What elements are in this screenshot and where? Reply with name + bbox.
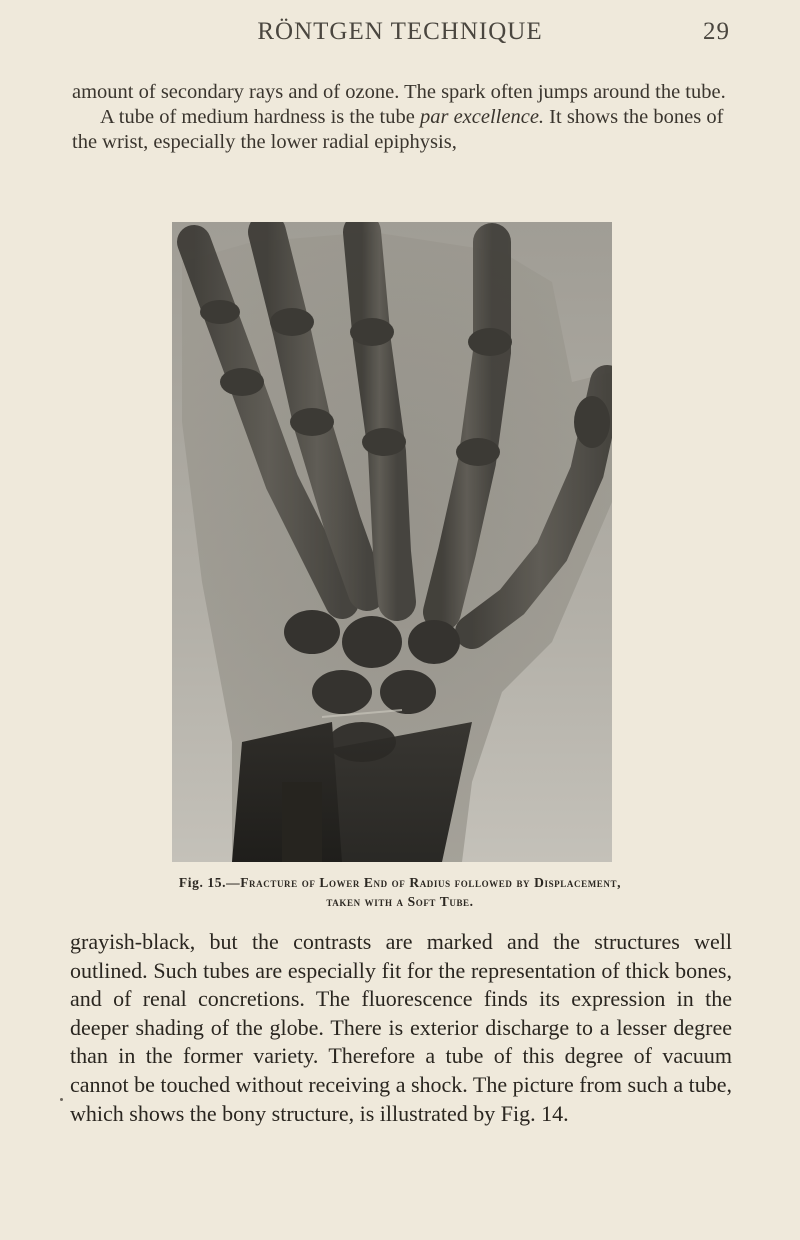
page-number: 29 (703, 18, 730, 45)
paragraph-text: It shows the bones of the wrist, especially the lower radial epiphysis, (72, 106, 724, 153)
caption-line-2: taken with a Soft Tube. (326, 894, 474, 909)
paragraph: grayish-black, but the contrasts are marked and the structures well outlined. Such tubes are especially fit for the representation of thick bones, and of renal concretions. The fluorescence finds its expression in the deeper shading of the globe. There is exterior discharge to a lesser degree than in the former variety. Therefore a tube of this degree of vacuum cannot be touched without receiving a shock. The picture from such a tube, which shows the bony structure, is illustrated by Fig. 14. (70, 929, 732, 1126)
figure-label: Fig. 15. (178, 875, 227, 890)
xray-hand-image (172, 222, 612, 862)
figure-caption (70, 873, 730, 911)
body-text (70, 928, 732, 1128)
running-title: RÖNTGEN TECHNIQUE (257, 18, 543, 45)
paragraph-text: A tube of medium hardness is the tube (100, 106, 420, 128)
paragraph (72, 105, 728, 155)
running-head (70, 14, 730, 50)
italic-phrase: par excellence. (419, 106, 545, 128)
xray-figure (172, 222, 612, 862)
caption-line-1 (70, 873, 730, 892)
caption-title: —Fracture of Lower End of Radius followed by Displacement, (226, 875, 622, 890)
paragraph: amount of secondary rays and of ozone. The spark often jumps around the tube. (72, 81, 726, 103)
paper-speck (60, 1098, 63, 1101)
top-text (72, 80, 728, 155)
